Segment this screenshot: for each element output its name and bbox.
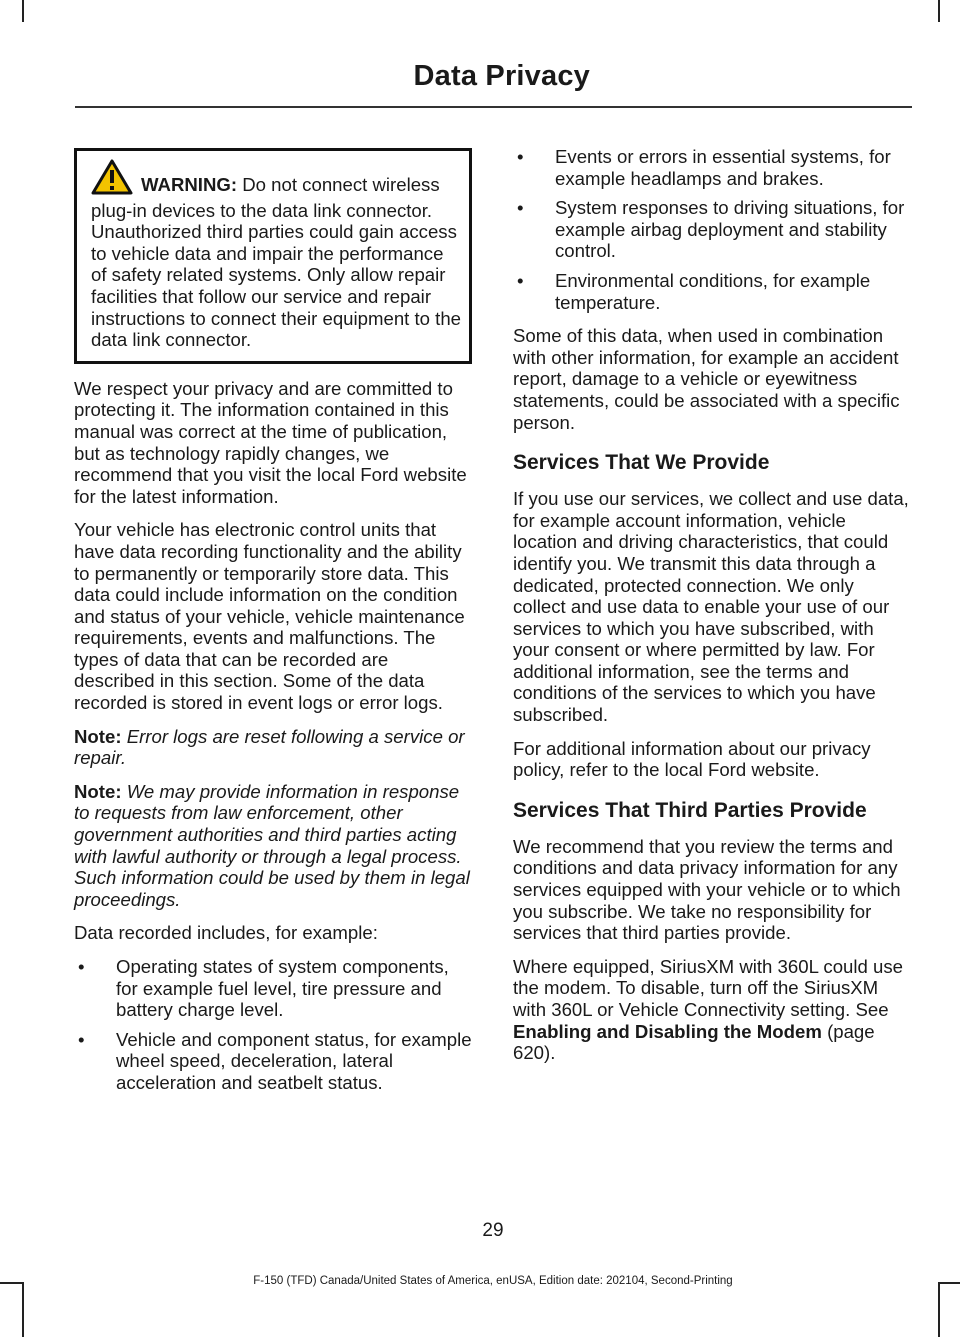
note-label: Note: — [74, 780, 122, 802]
heading-services-we-provide: Services That We Provide — [513, 451, 770, 475]
footer-edition: F-150 (TFD) Canada/United States of America, enUSA, Edition date: 202104, Second-Printing — [253, 1275, 733, 1287]
bullet-list-right — [513, 146, 911, 313]
note-error-logs — [74, 726, 472, 769]
note-text: We may provide information in response to requests from law enforcement, other government authorities and third parties acting with lawful authority or through a legal process. Such information could be used by them in legal proceedings. — [74, 780, 470, 910]
paragraph-siriusxm — [513, 956, 911, 1064]
right-column — [513, 146, 911, 1076]
crop-mark-top-right — [938, 0, 940, 22]
warning-text: Do not connect wireless plug-in devices to the data link connector. Unauthorized third parties could gain access to vehicle data and impair the performance of safety related systems. Only allow repair facilities that follow our service and repair instructions to connect their equipment to the data link connector. — [91, 174, 462, 351]
note-label: Note: — [74, 725, 122, 747]
note-law-enforcement — [74, 781, 472, 911]
crop-mark-top-left — [22, 0, 24, 22]
paragraph-privacy-policy: For additional information about our privacy policy, refer to the local Ford website. — [513, 737, 871, 781]
crop-mark-bottom-right — [938, 1282, 940, 1337]
list-item: • Vehicle and component status, for example wheel speed, deceleration, lateral acceleration and seatbelt status. — [74, 1029, 472, 1094]
warning-box — [74, 148, 472, 364]
paragraph-our-services: If you use our services, we collect and use data, for example account information, vehicle location and driving characteristics, that could identify you. We transmit this data through a dedicated, protected connection. We only collect and use data to enable your use of our services to which you have subscribed, with your consent or where permitted by law. For additional information, see the terms and conditions of the services to which you have subscribed. — [513, 488, 909, 726]
paragraph-control-units: Your vehicle has electronic control units that have data recording functionality and the ability to permanently or temporarily store data. This data could include information on the condition and status of your vehicle, vehicle maintenance requirements, events and malfunctions. The types of data that can be recorded are described in this section. Some of the data recorded is stored in event logs or error logs. — [74, 519, 465, 714]
page-title: Data Privacy — [413, 60, 590, 92]
list-item: • System responses to driving situations, for example airbag deployment and stability control. — [513, 197, 911, 262]
crop-mark-bottom-left — [22, 1282, 24, 1337]
list-item: • Events or errors in essential systems, for example headlamps and brakes. — [513, 146, 911, 189]
list-item: • Environmental conditions, for example temperature. — [513, 270, 911, 313]
header-divider — [75, 106, 912, 108]
modem-cross-reference-link[interactable]: Enabling and Disabling the Modem — [513, 1020, 822, 1042]
note-text: Error logs are reset following a service or repair. — [74, 725, 465, 769]
page-reference: (page 620). — [513, 1020, 875, 1064]
paragraph-data-recorded: Data recorded includes, for example: — [74, 922, 378, 944]
siriusxm-text: Where equipped, SiriusXM with 360L could use the modem. To disable, turn off the SiriusXM with 360L or Vehicle Connectivity setting. See — [513, 955, 903, 1020]
warning-triangle-icon — [91, 159, 133, 200]
left-column — [74, 148, 472, 1106]
bullet-list-left — [74, 956, 472, 1094]
page-number: 29 — [482, 1220, 504, 1241]
paragraph-third-party-terms: We recommend that you review the terms and conditions and data privacy information for any services equipped with your vehicle or to which you subscribe. We take no responsibility for services that third parties provide. — [513, 835, 901, 944]
paragraph-associated-person: Some of this data, when used in combination with other information, for example an accident report, damage to a vehicle or eyewitness statements, could be associated with a specific person. — [513, 325, 900, 433]
paragraph-privacy: We respect your privacy and are committed to protecting it. The information contained in this manual was correct at the time of publication, but as technology rapidly changes, we recommend that you visit the local Ford website for the latest information. — [74, 377, 467, 507]
list-item: • Operating states of system components, for example fuel level, tire pressure and battery charge level. — [74, 956, 472, 1021]
heading-third-parties: Services That Third Parties Provide — [513, 798, 867, 822]
warning-label: WARNING: — [141, 174, 238, 195]
